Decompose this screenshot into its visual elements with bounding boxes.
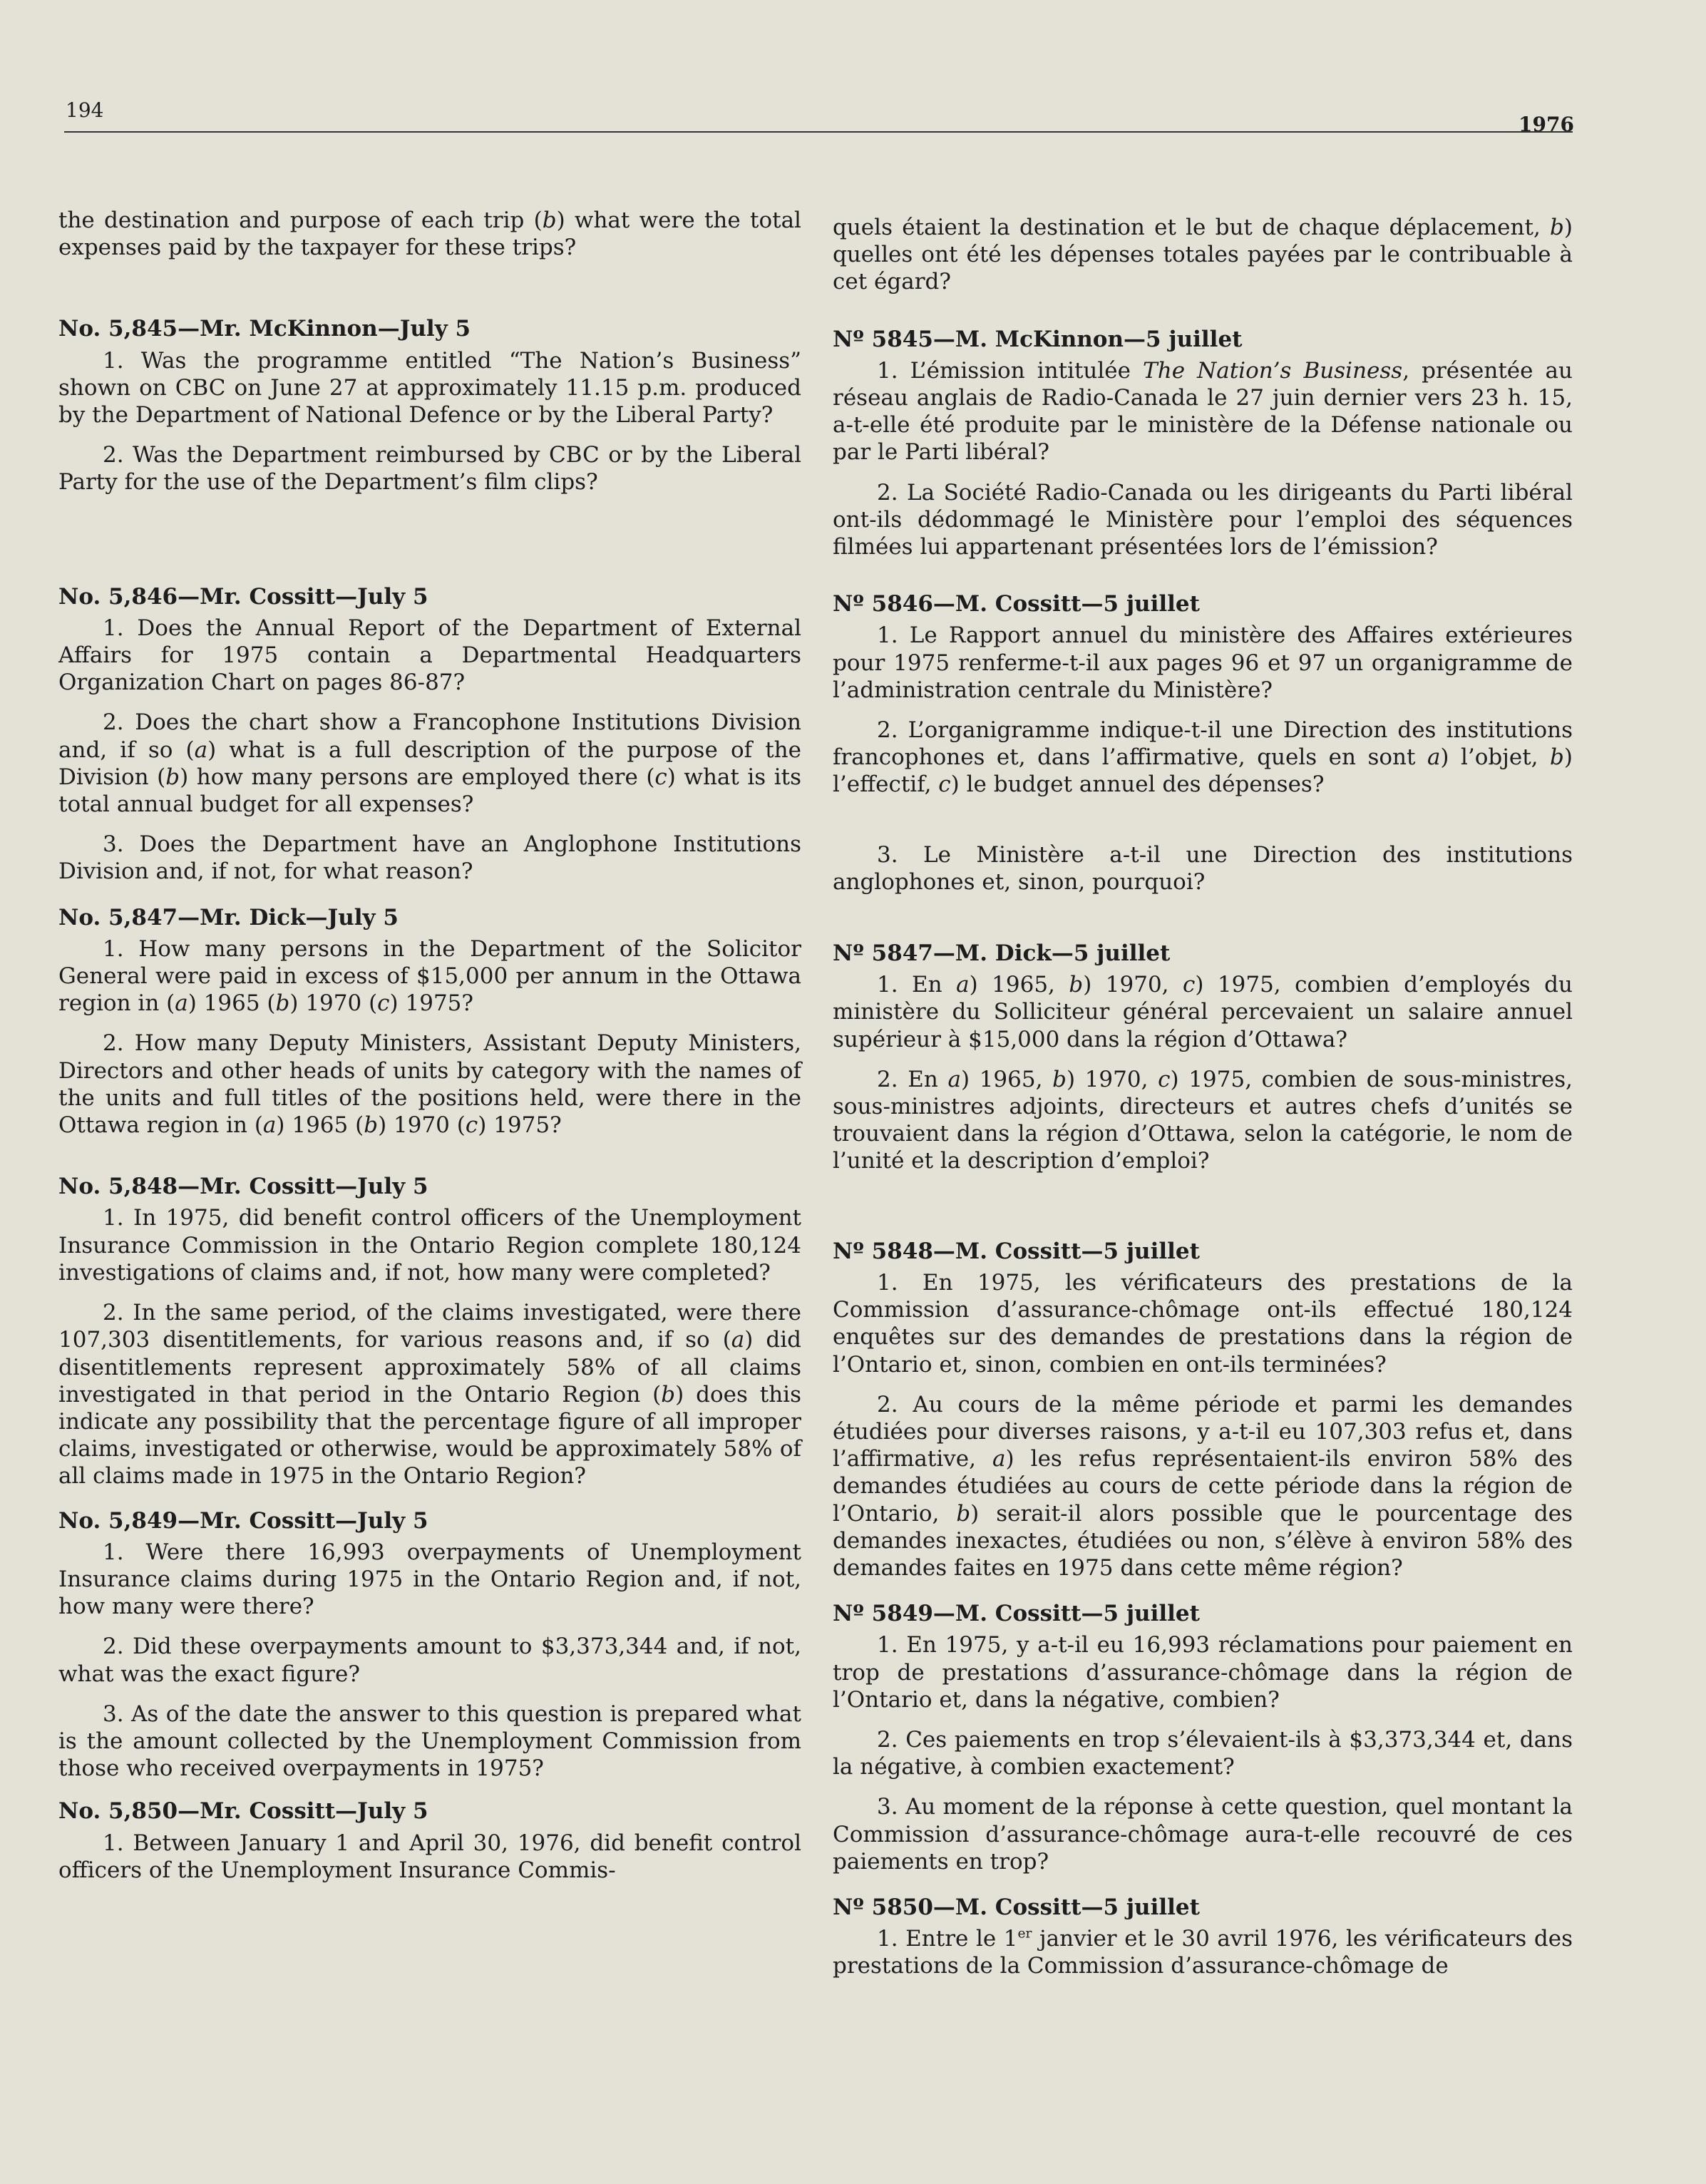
english-column — [58, 207, 801, 1884]
question-heading: Nº 5846—M. Cossitt—5 juillet — [833, 591, 1200, 617]
question-text: 1. En 1975, y a-t-il eu 16,993 réclamations pour paiement en trop de prestations d’assurance-chômage dans la région de l’Ontario et, dans la négative, combien? — [833, 1632, 1573, 1713]
question-text: 1. En a) 1965, b) 1970, c) 1975, combien d’employés du ministère du Solliciteur général percevaient un salaire annuel supérieur à $15,000 dans la région d’Ottawa? — [833, 972, 1573, 1052]
question-text: 3. Au moment de la réponse à cette question, quel montant la Commission d’assurance-chômage aura-t-elle recouvré de ces paiements en trop? — [833, 1794, 1573, 1875]
question-text: 2. L’organigramme indique-t-il une Direction des institutions francophones et, dans l’affirmative, quels en sont a) l’objet, b) l’effectif, c) le budget annuel des dépenses? — [833, 717, 1573, 798]
question-heading: No. 5,847—Mr. Dick—July 5 — [58, 904, 399, 930]
question-text: 3. Does the Department have an Anglophone Institutions Division and, if not, for what reason? — [58, 831, 801, 885]
question-text: 1. Was the programme entitled “The Nation’s Business” shown on CBC on June 27 at approximately 11.15 p.m. produced by the Department of National Defence or by the Liberal Party? — [58, 347, 801, 429]
header-rule — [64, 131, 1573, 133]
question-text: 1. En 1975, les vérificateurs des prestations de la Commission d’assurance-chômage ont-ils effectué 180,124 enquêtes sur des demandes de prestations dans la région de l’Ontario et, sinon, combien en ont-ils terminées? — [833, 1269, 1573, 1378]
question-heading: No. 5,849—Mr. Cossitt—July 5 — [58, 1507, 428, 1534]
question-heading: Nº 5849—M. Cossitt—5 juillet — [833, 1601, 1200, 1627]
question-text: 2. La Société Radio-Canada ou les dirigeants du Parti libéral ont-ils dédommagé le Ministère pour l’emploi des séquences filmées lui appartenant présentées lors de l’émission? — [833, 479, 1573, 560]
question-heading: No. 5,845—Mr. McKinnon—July 5 — [58, 316, 471, 342]
question-text: 1. In 1975, did benefit control officers of the Unemployment Insurance Commission in the Ontario Region complete 180,124 investigations of claims and, if not, how many were completed? — [58, 1205, 801, 1286]
question-text: 2. En a) 1965, b) 1970, c) 1975, combien de sous-ministres, sous-ministres adjoints, directeurs et autres chefs d’unités se trouvaient dans la région d’Ottawa, selon la catégorie, le nom de l’unité et la description d’emploi? — [833, 1066, 1573, 1174]
question-text: 1. Does the Annual Report of the Department of External Affairs for 1975 contain a Departmental Headquarters Organization Chart on pages 86-87? — [58, 615, 801, 696]
question-text: 2. How many Deputy Ministers, Assistant Deputy Ministers, Directors and other heads of units by category with the names of the units and full titles of the positions held, were there in the Ottawa region in (a) 1965 (b) 1970 (c) 1975? — [58, 1030, 801, 1139]
question-heading: No. 5,850—Mr. Cossitt—July 5 — [58, 1798, 428, 1825]
question-text: 2. Ces paiements en trop s’élevaient-ils à $3,373,344 et, dans la négative, à combien exactement? — [833, 1726, 1573, 1780]
question-heading: No. 5,848—Mr. Cossitt—July 5 — [58, 1174, 428, 1200]
question-text: 3. Le Ministère a-t-il une Direction des institutions anglophones et, sinon, pourquoi? — [833, 841, 1573, 895]
question-text: 2. In the same period, of the claims investigated, were there 107,303 disentitlements, for various reasons and, if so (a) did disentitlements represent approximately 58% of all claims investigated in that period in the Ontario Region (b) does this indicate any possibility that the percentage figure of all improper claims, investigated or otherwise, would be approximately 58% of all claims made in 1975 in the Ontario Region? — [58, 1300, 801, 1490]
question-text: 1. Between January 1 and April 30, 1976, did benefit control officers of the Unemployment Insurance Commis- — [58, 1830, 801, 1883]
question-text: 2. Au cours de la même période et parmi les demandes étudiées pour diverses raisons, y a-t-il eu 107,303 refus et, dans l’affirmative, a) les refus représentaient-ils environ 58% des demandes étudiées au cours de cette période dans la région de l’Ontario, b) serait-il alors possible que le pourcentage des demandes inexactes, étudiées ou non, s’élève à environ 58% des demandes faites en 1975 dans cette même région? — [833, 1391, 1573, 1581]
question-text: 3. As of the date the answer to this question is prepared what is the amount collected by the Unemployment Commission from those who received overpayments in 1975? — [58, 1701, 801, 1782]
question-heading: Nº 5845—M. McKinnon—5 juillet — [833, 326, 1243, 352]
question-heading: Nº 5847—M. Dick—5 juillet — [833, 940, 1171, 967]
question-text: 1. L’émission intitulée The Nation’s Business, présentée au réseau anglais de Radio-Canada le 27 juin dernier vers 23 h. 15, a-t-elle été produite par le ministère de la Défense nationale ou par le Parti libéral? — [833, 357, 1573, 466]
question-text: 2. Was the Department reimbursed by CBC or by the Liberal Party for the use of the Department’s film clips? — [58, 442, 801, 496]
french-column — [833, 214, 1573, 1980]
question-text: 1. Entre le 1er janvier et le 30 avril 1976, les vérificateurs des prestations de la Commission d’assurance-chômage de — [833, 1926, 1573, 1979]
page-number: 194 — [66, 98, 104, 122]
question-text: 1. Were there 16,993 overpayments of Unemployment Insurance claims during 1975 in the Ontario Region and, if not, how many were there? — [58, 1539, 801, 1620]
question-text: 2. Does the chart show a Francophone Institutions Division and, if so (a) what is a full description of the purpose of the Division (b) how many persons are employed there (c) what is its total annual budget for all expenses? — [58, 709, 802, 818]
question-text: the destination and purpose of each trip (b) what were the total expenses paid by the taxpayer for these trips? — [58, 207, 801, 261]
question-heading: Nº 5848—M. Cossitt—5 juillet — [833, 1238, 1200, 1264]
question-heading: Nº 5850—M. Cossitt—5 juillet — [833, 1894, 1200, 1920]
question-text: 2. Did these overpayments amount to $3,373,344 and, if not, what was the exact figure? — [58, 1634, 801, 1687]
question-text: 1. Le Rapport annuel du ministère des Affaires extérieures pour 1975 renferme-t-il aux pages 96 et 97 un organigramme de l’administration centrale du Ministère? — [833, 622, 1573, 703]
question-heading: No. 5,846—Mr. Cossitt—July 5 — [58, 583, 428, 610]
year-header: 1976 — [1519, 113, 1574, 136]
question-text: 1. How many persons in the Department of the Solicitor General were paid in excess of $15,000 per annum in the Ottawa region in (a) 1965 (b) 1970 (c) 1975? — [58, 935, 801, 1017]
question-text: quels étaient la destination et le but de chaque déplacement, b) quelles ont été les dépenses totales payées par le contribuable à cet égard? — [833, 215, 1573, 295]
